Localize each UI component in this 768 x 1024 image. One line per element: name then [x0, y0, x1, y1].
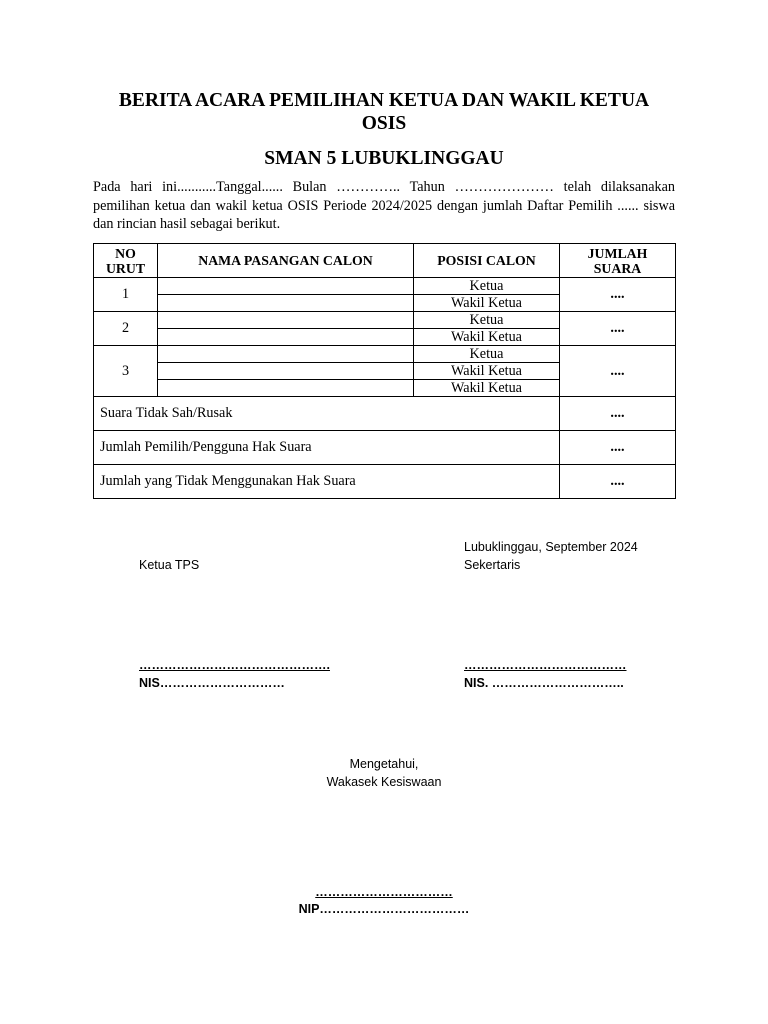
position-cell: Ketua	[414, 278, 560, 295]
candidate-number: 3	[94, 346, 158, 397]
summary-label: Jumlah Pemilih/Pengguna Hak Suara	[94, 431, 560, 465]
wakasek-label: Wakasek Kesiswaan	[326, 775, 442, 789]
table-row	[94, 346, 676, 363]
candidate-name-cell[interactable]	[158, 312, 414, 329]
header-jumlah-suara: JUMLAH SUARA	[560, 244, 676, 278]
summary-row	[94, 397, 676, 431]
candidate-number: 1	[94, 278, 158, 312]
summary-value: ....	[560, 465, 676, 499]
candidate-name-cell[interactable]	[158, 346, 414, 363]
summary-row	[94, 465, 676, 499]
ketua-tps-label: Ketua TPS	[139, 558, 200, 572]
wakasek-nip: NIP………………………………	[298, 902, 470, 916]
sekretaris-nis: NIS. …………………………..	[464, 676, 624, 690]
title-line-1: BERITA ACARA PEMILIHAN KETUA DAN WAKIL KETUA	[118, 90, 650, 111]
header-no-urut: NO URUT	[94, 244, 158, 278]
mengetahui-label: Mengetahui,	[349, 757, 419, 771]
vote-count: ....	[560, 312, 676, 346]
table-row	[94, 278, 676, 295]
header-posisi: POSISI CALON	[414, 244, 560, 278]
summary-label: Jumlah yang Tidak Menggunakan Hak Suara	[94, 465, 560, 499]
table-row	[94, 312, 676, 329]
position-cell: Wakil Ketua	[414, 295, 560, 312]
candidate-number: 2	[94, 312, 158, 346]
ketua-nis: NIS…………………………	[139, 676, 285, 690]
candidate-name-cell[interactable]	[158, 295, 414, 312]
candidate-name-cell[interactable]	[158, 363, 414, 380]
summary-value: ....	[560, 431, 676, 465]
document-title	[93, 89, 675, 135]
wakasek-name-line: ……………………………	[315, 885, 453, 899]
position-cell: Ketua	[414, 312, 560, 329]
place-date: Lubuklinggau, September 2024	[464, 540, 638, 554]
position-cell: Wakil Ketua	[414, 363, 560, 380]
position-cell: Ketua	[414, 346, 560, 363]
vote-results-table	[93, 243, 676, 499]
candidate-name-cell[interactable]	[158, 278, 414, 295]
header-nama-pasangan: NAMA PASANGAN CALON	[158, 244, 414, 278]
vote-count: ....	[560, 278, 676, 312]
summary-row	[94, 431, 676, 465]
position-cell: Wakil Ketua	[414, 380, 560, 397]
candidate-name-cell[interactable]	[158, 329, 414, 346]
ketua-name-line: ……………………………………….	[139, 658, 330, 672]
sekretaris-label: Sekertaris	[464, 558, 521, 572]
school-name: SMAN 5 LUBUKLINGGAU	[264, 148, 504, 169]
vote-count: ....	[560, 346, 676, 397]
candidate-name-cell[interactable]	[158, 380, 414, 397]
summary-value: ....	[560, 397, 676, 431]
title-line-2: OSIS	[361, 113, 407, 134]
position-cell: Wakil Ketua	[414, 329, 560, 346]
intro-paragraph: Pada hari ini...........Tanggal...... Bulan ………….. Tahun ………………… telah dilaksanakan pemilihan ketua dan wakil ketua OSIS Periode 2024/2025 dengan jumlah Daftar Pemilih ...... siswa dan rincian hasil sebagai berikut.	[93, 179, 675, 232]
table-header-row	[94, 244, 676, 278]
sekretaris-name-line: …………………………………	[464, 658, 627, 672]
summary-label: Suara Tidak Sah/Rusak	[94, 397, 560, 431]
